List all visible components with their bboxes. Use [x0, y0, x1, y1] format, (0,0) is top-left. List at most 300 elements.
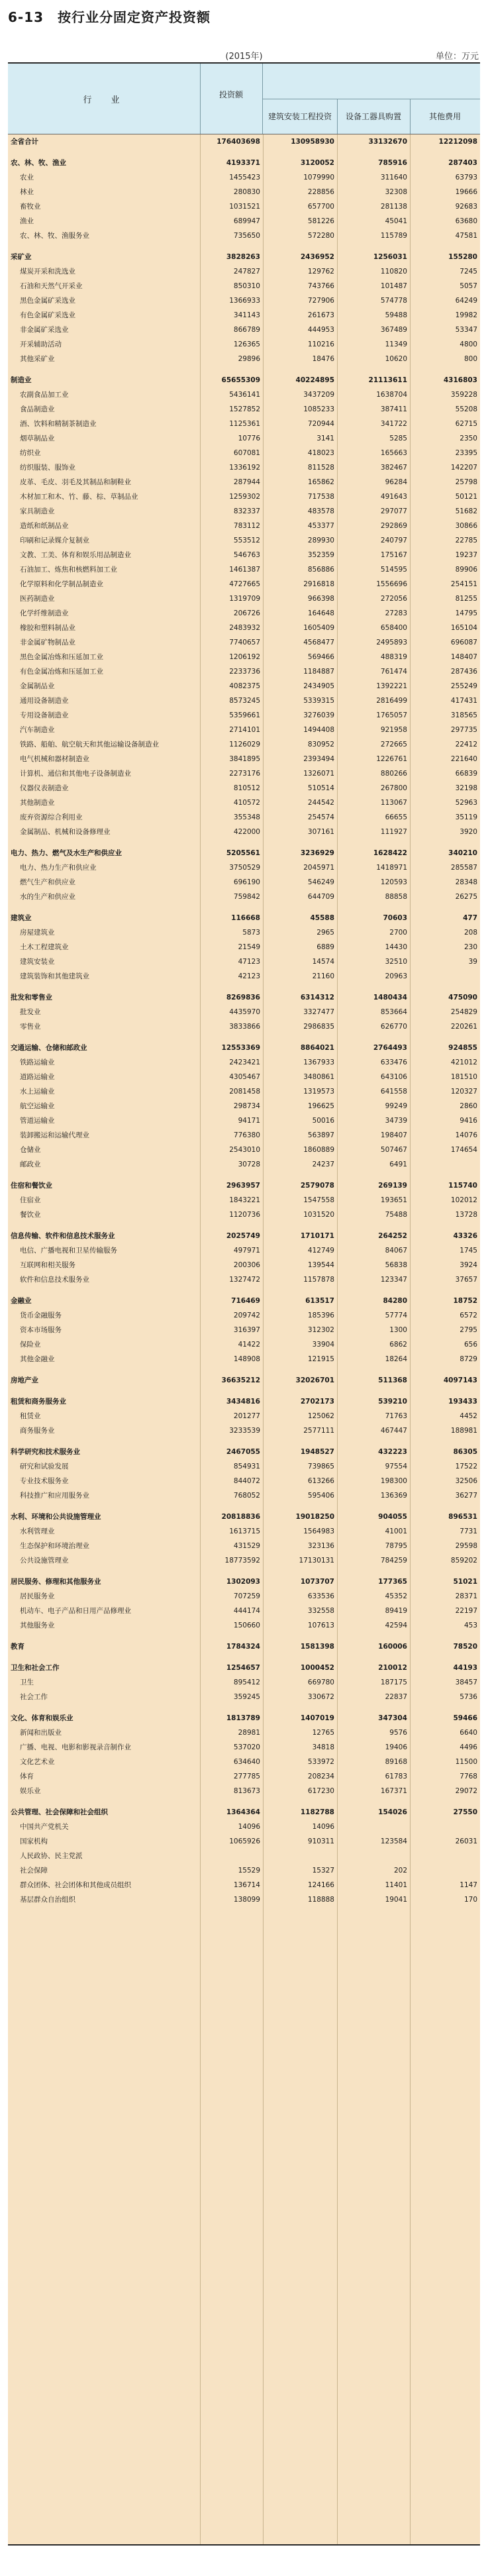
table-row	[8, 875, 480, 890]
equipment-value: 34739	[385, 1117, 407, 1125]
equipment-value: 511368	[378, 1376, 407, 1384]
table-row	[8, 1539, 480, 1553]
table-body	[8, 134, 480, 2545]
total-value: 1302093	[226, 1578, 260, 1586]
total-value: 126365	[233, 340, 260, 348]
other-value: 66839	[455, 770, 477, 778]
industry-name: 石油和天然气开采业	[20, 282, 83, 290]
construction-value: 2436952	[300, 253, 334, 261]
construction-value: 34818	[312, 1743, 334, 1751]
industry-name: 科学研究和技术服务业	[11, 1448, 80, 1456]
equipment-value: 88858	[385, 893, 407, 901]
equipment-value: 45041	[385, 217, 407, 225]
equipment-value: 1628422	[373, 849, 407, 857]
industry-name: 广播、电视、电影和影视录音制作业	[20, 1743, 131, 1751]
industry-name: 通用设备制造业	[20, 697, 69, 705]
table-year: (2015年)	[225, 52, 263, 62]
construction-value: 563897	[307, 1131, 334, 1139]
industry-name: 黑色金属冶炼和压延加工业	[20, 653, 103, 661]
equipment-value: 467447	[380, 1427, 407, 1435]
table-section-row	[8, 373, 480, 387]
total-value: 422000	[233, 828, 260, 836]
construction-value: 1564983	[303, 1527, 334, 1535]
equipment-value: 539210	[378, 1398, 407, 1406]
total-value: 4193371	[226, 159, 260, 167]
construction-value: 669780	[307, 1678, 334, 1686]
other-value: 64249	[455, 297, 477, 305]
industry-name: 教育	[11, 1643, 24, 1651]
other-value: 475090	[448, 994, 477, 1002]
total-value: 18773592	[224, 1557, 260, 1565]
total-value: 2423421	[229, 1058, 260, 1066]
industry-name: 租赁业	[20, 1412, 41, 1420]
total-value: 2483932	[229, 624, 260, 632]
total-value: 2025749	[226, 1232, 260, 1240]
construction-value: 3437209	[303, 391, 334, 399]
other-value: 14076	[455, 1131, 477, 1139]
total-value: 1461387	[229, 566, 260, 574]
construction-value: 3327477	[303, 1008, 334, 1016]
equipment-value: 111927	[380, 828, 407, 836]
total-value: 359245	[233, 1693, 260, 1701]
table-section-row	[8, 1178, 480, 1193]
other-value: 2860	[460, 1102, 477, 1110]
table-row	[8, 504, 480, 519]
table-row	[8, 1070, 480, 1084]
industry-name: 全省合计	[11, 138, 38, 146]
other-value: 32506	[455, 1477, 477, 1485]
total-value: 689947	[233, 217, 260, 225]
table-row	[8, 1423, 480, 1438]
construction-value: 352359	[307, 551, 334, 559]
other-value: 2795	[460, 1326, 477, 1334]
total-value: 2467055	[226, 1448, 260, 1456]
table-row	[8, 1459, 480, 1474]
other-value: 23395	[455, 449, 477, 457]
table-row	[8, 1834, 480, 1849]
equipment-value: 160006	[378, 1643, 407, 1651]
other-value: 165104	[450, 624, 477, 632]
other-value: 30866	[455, 522, 477, 530]
table-row	[8, 766, 480, 781]
other-value: 50121	[455, 493, 477, 501]
total-value: 355348	[233, 813, 260, 821]
header-industry: 行 业	[8, 64, 201, 134]
other-value: 188981	[450, 1427, 477, 1435]
table-row	[8, 723, 480, 737]
total-value: 138099	[233, 1896, 260, 1904]
construction-value: 2577111	[303, 1427, 334, 1435]
equipment-value: 66655	[385, 813, 407, 821]
equipment-value: 84280	[383, 1297, 407, 1305]
industry-name: 商务服务业	[20, 1427, 55, 1435]
total-value: 2273176	[229, 770, 260, 778]
construction-value: 164648	[307, 609, 334, 617]
industry-name: 开采辅助活动	[20, 340, 62, 348]
other-value: 51682	[455, 507, 477, 515]
total-value: 20818836	[221, 1513, 260, 1521]
equipment-value: 6862	[389, 1341, 407, 1349]
table-row	[8, 1272, 480, 1287]
industry-name: 非金属矿物制品业	[20, 639, 75, 646]
table-row	[8, 860, 480, 875]
total-value: 5205561	[226, 849, 260, 857]
other-value: 5057	[460, 282, 477, 290]
industry-name: 铁路运输业	[20, 1058, 55, 1066]
other-value: 285587	[450, 864, 477, 872]
table-row	[8, 1143, 480, 1157]
table-row	[8, 694, 480, 708]
table-row	[8, 1258, 480, 1272]
total-value: 497971	[233, 1247, 260, 1255]
total-value: 813673	[233, 1787, 260, 1795]
header-other: 其他费用	[428, 112, 461, 121]
industry-name: 住宿和餐饮业	[11, 1182, 52, 1190]
other-value: 1147	[460, 1881, 477, 1889]
other-value: 287403	[448, 159, 477, 167]
table-section-row	[8, 1394, 480, 1409]
construction-value: 332558	[307, 1607, 334, 1615]
construction-value: 33904	[312, 1341, 334, 1349]
construction-value: 261673	[307, 311, 334, 319]
other-value: 86305	[453, 1448, 477, 1456]
total-value: 1206192	[229, 653, 260, 661]
table-row	[8, 431, 480, 446]
table-row	[8, 1863, 480, 1878]
table-row	[8, 606, 480, 621]
construction-value: 3120052	[300, 159, 334, 167]
total-value: 759842	[233, 893, 260, 901]
header-construction: 建筑安装工程投资	[263, 99, 338, 134]
table-section-row	[8, 1574, 480, 1589]
equipment-value: 1638704	[376, 391, 407, 399]
industry-name: 批发业	[20, 1008, 41, 1016]
table-section-row	[8, 250, 480, 264]
industry-name: 制造业	[11, 376, 32, 384]
total-value: 546763	[233, 551, 260, 559]
table-row	[8, 1755, 480, 1769]
industry-name: 水利、环境和公共设施管理业	[11, 1513, 101, 1521]
industry-name: 电气机械和器材制造业	[20, 755, 89, 763]
construction-value: 139544	[307, 1261, 334, 1269]
table-row	[8, 925, 480, 940]
construction-value: 3276039	[303, 711, 334, 719]
construction-value: 1000452	[300, 1664, 334, 1672]
equipment-value: 658400	[380, 624, 407, 632]
construction-value: 739865	[307, 1463, 334, 1470]
other-value: 102012	[450, 1196, 477, 1204]
industry-name: 文化艺术业	[20, 1758, 55, 1766]
construction-value: 323136	[307, 1542, 334, 1550]
total-value: 12553369	[221, 1044, 260, 1052]
other-value: 174654	[450, 1146, 477, 1154]
total-value: 42123	[238, 972, 260, 980]
equipment-value: 70603	[383, 914, 407, 922]
table-row	[8, 1820, 480, 1834]
table-section-row	[8, 1510, 480, 1524]
industry-name: 农副食品加工业	[20, 391, 69, 399]
industry-name: 石油加工、炼焦和核燃料加工业	[20, 566, 117, 574]
industry-name: 橡胶和塑料制品业	[20, 624, 75, 632]
other-value: 208	[464, 929, 477, 937]
other-value: 27550	[453, 1808, 477, 1816]
construction-value: 165862	[307, 478, 334, 486]
table-row	[8, 1769, 480, 1784]
table-section-row	[8, 990, 480, 1005]
total-value: 1065926	[229, 1837, 260, 1845]
other-value: 22412	[455, 741, 477, 748]
equipment-value: 1300	[389, 1326, 407, 1334]
equipment-value: 56838	[385, 1261, 407, 1269]
construction-value: 19018250	[295, 1513, 334, 1521]
construction-value: 185396	[307, 1312, 334, 1319]
total-value: 1259302	[229, 493, 260, 501]
table-section-row	[8, 156, 480, 170]
table-row	[8, 446, 480, 460]
equipment-value: 198407	[380, 1131, 407, 1139]
other-value: 254829	[450, 1008, 477, 1016]
industry-name: 有色金属冶炼和压延加工业	[20, 668, 103, 676]
table-unit: 单位：万元	[435, 52, 479, 62]
industry-name: 卫生	[20, 1678, 34, 1686]
table-row	[8, 708, 480, 723]
industry-name: 木材加工和木、竹、藤、棕、草制品业	[20, 493, 138, 501]
total-value: 783112	[233, 522, 260, 530]
industry-name: 群众团体、社会团体和其他成员组织	[20, 1881, 131, 1889]
table-row	[8, 1352, 480, 1366]
equipment-value: 1480434	[373, 994, 407, 1002]
construction-value: 418023	[307, 449, 334, 457]
other-value: 36277	[455, 1492, 477, 1500]
construction-value: 727906	[307, 297, 334, 305]
total-value: 1254657	[226, 1664, 260, 1672]
construction-value: 312302	[307, 1326, 334, 1334]
construction-value: 307161	[307, 828, 334, 836]
total-value: 2963957	[226, 1182, 260, 1190]
construction-value: 289930	[307, 537, 334, 544]
industry-name: 专业技术服务业	[20, 1477, 69, 1485]
construction-value: 14574	[312, 958, 334, 966]
industry-name: 交通运输、仓储和邮政业	[11, 1044, 87, 1052]
construction-value: 910311	[307, 1837, 334, 1845]
total-value: 3750529	[229, 864, 260, 872]
industry-name: 批发和零售业	[11, 994, 52, 1002]
other-value: 18752	[453, 1297, 477, 1305]
total-value: 634640	[233, 1758, 260, 1766]
table-row	[8, 1337, 480, 1352]
total-value: 696190	[233, 878, 260, 886]
construction-value: 21160	[312, 972, 334, 980]
industry-name: 保险业	[20, 1341, 41, 1349]
industry-name: 燃气生产和供应业	[20, 878, 75, 886]
construction-value: 2579078	[300, 1182, 334, 1190]
equipment-value: 154026	[378, 1808, 407, 1816]
table-row	[8, 1055, 480, 1070]
equipment-value: 507467	[380, 1146, 407, 1154]
total-value: 30728	[238, 1160, 260, 1168]
equipment-value: 574778	[380, 297, 407, 305]
total-value: 2081458	[229, 1088, 260, 1096]
equipment-value: 59488	[385, 311, 407, 319]
equipment-value: 347304	[378, 1714, 407, 1722]
construction-value: 130958930	[291, 138, 334, 146]
total-value: 895412	[233, 1678, 260, 1686]
other-value: 2350	[460, 435, 477, 442]
construction-value: 830952	[307, 741, 334, 748]
construction-value: 613517	[305, 1297, 334, 1305]
total-value: 1125361	[229, 420, 260, 428]
other-value: 4452	[460, 1412, 477, 1420]
construction-value: 8864021	[300, 1044, 334, 1052]
page-title: 6-13 按行业分固定资产投资额	[8, 9, 211, 25]
construction-value: 15327	[312, 1867, 334, 1875]
equipment-value: 136369	[380, 1492, 407, 1500]
other-value: 52963	[455, 799, 477, 807]
total-value: 4435970	[229, 1008, 260, 1016]
total-value: 1031521	[229, 203, 260, 211]
row-spacer	[8, 1222, 480, 1229]
construction-value: 533972	[307, 1758, 334, 1766]
table-section-row	[8, 1229, 480, 1243]
industry-name: 机动车、电子产品和日用产品修理业	[20, 1607, 131, 1615]
total-value: 200306	[233, 1261, 260, 1269]
industry-name: 纺织业	[20, 449, 41, 457]
table-row	[8, 1618, 480, 1633]
equipment-value: 89419	[385, 1607, 407, 1615]
other-value: 78520	[453, 1643, 477, 1651]
industry-name: 信息传输、软件和信息技术服务业	[11, 1232, 115, 1240]
other-value: 155280	[448, 253, 477, 261]
other-value: 63793	[455, 174, 477, 181]
other-value: 3924	[460, 1261, 477, 1269]
equipment-value: 11401	[385, 1881, 407, 1889]
total-value: 8269836	[226, 994, 260, 1002]
other-value: 287436	[450, 668, 477, 676]
other-value: 170	[464, 1896, 477, 1904]
table-row	[8, 229, 480, 243]
other-value: 13728	[455, 1211, 477, 1219]
total-value: 4082375	[229, 682, 260, 690]
table-row	[8, 796, 480, 810]
equipment-value: 853664	[380, 1008, 407, 1016]
industry-name: 农、林、牧、渔服务业	[20, 232, 89, 240]
other-value: 55208	[455, 405, 477, 413]
other-value: 63680	[455, 217, 477, 225]
industry-name: 水上运输业	[20, 1088, 55, 1096]
equipment-value: 27283	[385, 609, 407, 617]
table-row	[8, 1474, 480, 1488]
total-value: 287944	[233, 478, 260, 486]
industry-name: 酒、饮料和精制茶制造业	[20, 420, 97, 428]
industry-name: 纺织服装、服饰业	[20, 464, 75, 472]
total-value: 65655309	[221, 376, 260, 384]
equipment-value: 2700	[389, 929, 407, 937]
industry-name: 建筑业	[11, 914, 32, 922]
other-value: 22785	[455, 537, 477, 544]
total-value: 866789	[233, 326, 260, 334]
construction-value: 50016	[312, 1117, 334, 1125]
row-spacer	[8, 149, 480, 156]
construction-value: 5339315	[303, 697, 334, 705]
equipment-value: 269139	[378, 1182, 407, 1190]
table-row	[8, 890, 480, 904]
table-row	[8, 1726, 480, 1740]
table-section-row	[8, 1041, 480, 1055]
construction-value: 412749	[307, 1247, 334, 1255]
other-value: 4316803	[443, 376, 477, 384]
industry-name: 居民服务业	[20, 1592, 55, 1600]
table-row	[8, 679, 480, 694]
total-value: 850310	[233, 282, 260, 290]
other-value: 43326	[453, 1232, 477, 1240]
total-value: 1527852	[229, 405, 260, 413]
row-spacer	[8, 1034, 480, 1041]
equipment-value: 1556696	[376, 580, 407, 588]
construction-value: 1547558	[303, 1196, 334, 1204]
total-value: 15529	[238, 1867, 260, 1875]
industry-name: 畜牧业	[20, 203, 41, 211]
construction-value: 254574	[307, 813, 334, 821]
construction-value: 12765	[312, 1729, 334, 1737]
industry-name: 餐饮业	[20, 1211, 41, 1219]
total-value: 36635212	[221, 1376, 260, 1384]
equipment-value: 96284	[385, 478, 407, 486]
construction-value: 1319573	[303, 1088, 334, 1096]
total-value: 4305467	[229, 1073, 260, 1081]
total-value: 280830	[233, 188, 260, 196]
other-value: 22197	[455, 1607, 477, 1615]
equipment-value: 32308	[385, 188, 407, 196]
other-value: 800	[464, 355, 477, 363]
other-value: 35119	[455, 813, 477, 821]
equipment-value: 123347	[380, 1276, 407, 1284]
equipment-value: 193651	[380, 1196, 407, 1204]
equipment-value: 272665	[380, 741, 407, 748]
total-value: 28981	[238, 1729, 260, 1737]
equipment-value: 6491	[389, 1160, 407, 1168]
total-value: 176403698	[217, 138, 260, 146]
table-row	[8, 1849, 480, 1863]
other-value: 29598	[455, 1542, 477, 1550]
other-value: 181510	[450, 1073, 477, 1081]
other-value: 6640	[460, 1729, 477, 1737]
other-value: 44193	[453, 1664, 477, 1672]
table-row	[8, 664, 480, 679]
equipment-value: 9576	[389, 1729, 407, 1737]
other-value: 7245	[460, 268, 477, 276]
other-value: 859202	[450, 1557, 477, 1565]
table-row	[8, 635, 480, 650]
industry-name: 住宿业	[20, 1196, 41, 1204]
row-spacer	[8, 1388, 480, 1394]
other-value: 81255	[455, 595, 477, 603]
other-value: 38457	[455, 1678, 477, 1686]
construction-value: 330672	[307, 1693, 334, 1701]
total-value: 716469	[231, 1297, 260, 1305]
table-row	[8, 533, 480, 548]
industry-name: 印刷和记录媒介复制业	[20, 537, 89, 544]
industry-name: 黑色金属矿采选业	[20, 297, 75, 305]
table-section-row	[8, 1805, 480, 1820]
row-spacer	[8, 1798, 480, 1805]
table-row	[8, 460, 480, 475]
table-row	[8, 170, 480, 185]
table-row	[8, 1553, 480, 1568]
equipment-value: 14430	[385, 943, 407, 951]
industry-name: 新闻和出版业	[20, 1729, 62, 1737]
table-row	[8, 592, 480, 606]
equipment-value: 20963	[385, 972, 407, 980]
